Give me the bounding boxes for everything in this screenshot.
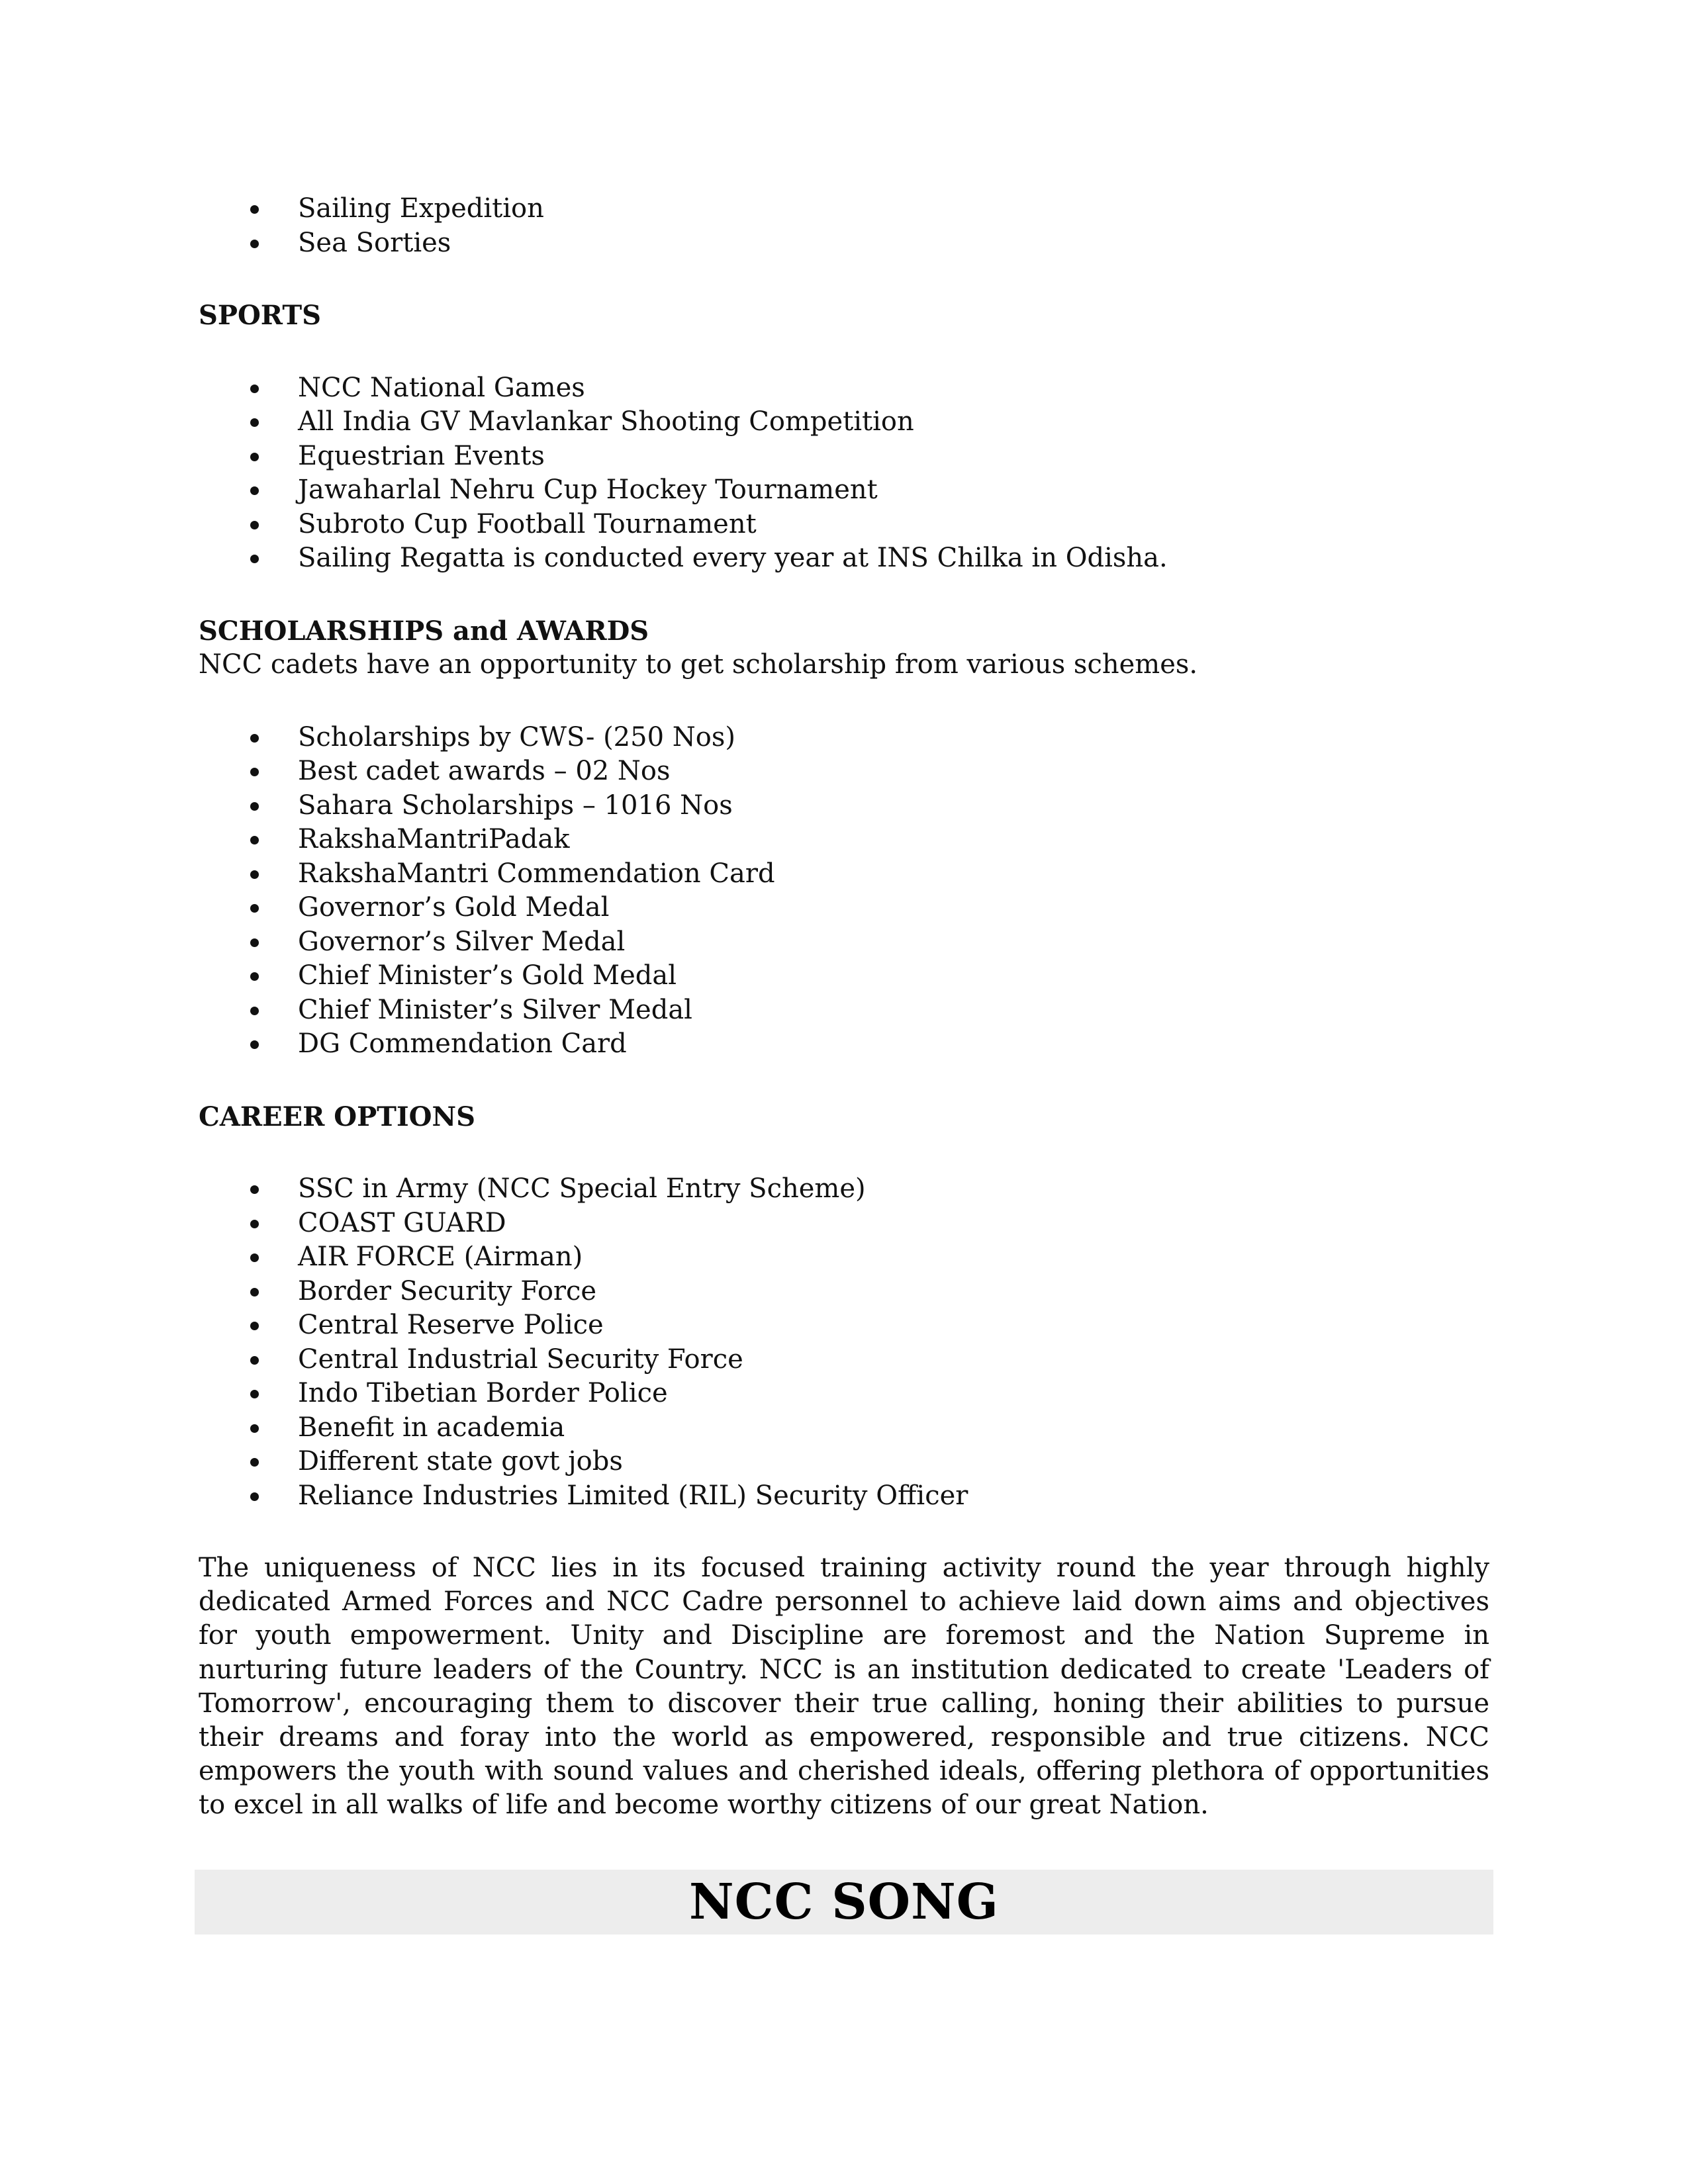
list-item: SSC in Army (NCC Special Entry Scheme): [199, 1172, 1489, 1206]
list-item: Chief Minister’s Silver Medal: [199, 993, 1489, 1028]
list-item: NCC National Games: [199, 371, 1489, 406]
sports-heading: SPORTS: [199, 300, 321, 331]
list-item: RakshaMantri Commendation Card: [199, 857, 1489, 891]
list-item: Different state govt jobs: [199, 1445, 1489, 1479]
closing-paragraph: The uniqueness of NCC lies in its focused training activity round the year through highly dedicated Armed Forces and NCC Cadre personnel to achieve laid down aims and objectives for youth empowerment. Unity and Discipline are foremost and the Nation Supreme in nurturing future leaders of the Country. NCC is an institution dedicated to create 'Leaders of Tomorrow', encouraging them to discover their true calling, honing their abilities to pursue their dreams and foray into the world as empowered, responsible and true citizens. NCC empowers the youth with sound values and cherished ideals, offering plethora of opportunities to excel in all walks of life and become worthy citizens of our great Nation.: [199, 1553, 1489, 1821]
list-item: Border Security Force: [199, 1275, 1489, 1309]
sports-list: [199, 371, 1489, 576]
list-item: Central Industrial Security Force: [199, 1343, 1489, 1377]
list-item: Equestrian Events: [199, 439, 1489, 474]
scholarships-heading: SCHOLARSHIPS and AWARDS: [199, 615, 649, 647]
list-item: Best cadet awards – 02 Nos: [199, 754, 1489, 789]
list-item: Central Reserve Police: [199, 1308, 1489, 1343]
list-item: Benefit in academia: [199, 1411, 1489, 1445]
song-banner: [195, 1870, 1493, 1934]
song-title: NCC SONG: [689, 1874, 999, 1931]
scholarships-intro: NCC cadets have an opportunity to get scholarship from various schemes.: [199, 649, 1198, 680]
scholarships-list: [199, 721, 1489, 1062]
list-item: Subroto Cup Football Tournament: [199, 508, 1489, 542]
careers-list: [199, 1172, 1489, 1513]
list-item: Sea Sorties: [199, 226, 1489, 261]
top-list: [199, 192, 1489, 260]
list-item: Reliance Industries Limited (RIL) Security Officer: [199, 1479, 1489, 1514]
list-item: Scholarships by CWS- (250 Nos): [199, 721, 1489, 755]
list-item: COAST GUARD: [199, 1206, 1489, 1241]
list-item: AIR FORCE (Airman): [199, 1240, 1489, 1275]
list-item: Sailing Expedition: [199, 192, 1489, 226]
list-item: Sailing Regatta is conducted every year at INS Chilka in Odisha.: [199, 541, 1489, 576]
list-item: DG Commendation Card: [199, 1027, 1489, 1062]
list-item: Chief Minister’s Gold Medal: [199, 959, 1489, 993]
list-item: All India GV Mavlankar Shooting Competition: [199, 405, 1489, 439]
list-item: RakshaMantriPadak: [199, 823, 1489, 857]
list-item: Indo Tibetian Border Police: [199, 1377, 1489, 1411]
list-item: Sahara Scholarships – 1016 Nos: [199, 789, 1489, 823]
list-item: Jawaharlal Nehru Cup Hockey Tournament: [199, 473, 1489, 508]
document-page: [199, 192, 1489, 1823]
list-item: Governor’s Gold Medal: [199, 891, 1489, 925]
careers-heading: CAREER OPTIONS: [199, 1101, 475, 1132]
list-item: Governor’s Silver Medal: [199, 925, 1489, 960]
